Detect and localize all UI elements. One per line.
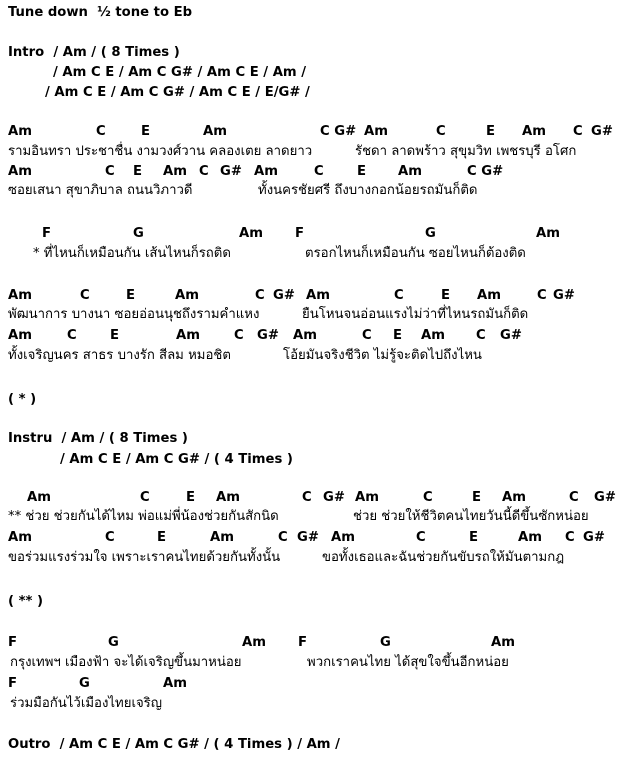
chord: C [362,328,372,343]
chord: Am [331,530,355,545]
lyric-line: ยืนโหนจนอ่อนแรงไม่ว่าที่ไหนรถมันก็ติด [302,307,529,322]
chord: E [441,288,451,303]
chord: Am [8,164,32,179]
chord: C [105,164,115,179]
lyric-line: รัชดา ลาดพร้าว สุขุมวิท เพชรบุรี อโศก [355,144,577,159]
chord: G# [257,328,279,343]
lyric-line: * ที่ไหนก็เหมือนกัน เส้นไหนก็รถติด [33,246,231,261]
lyric-line: พัฒนาการ บางนา ซอยอ่อนนุชถึงรามคำแหง [8,307,260,322]
chord: E [133,164,143,179]
chord: Am [176,328,200,343]
chord: F [42,226,52,241]
chord: C [255,288,265,303]
chord: C [416,530,426,545]
chord: C [302,490,312,505]
chord: Am [216,490,240,505]
lyric-line: ร่วมมือกันไว้เมืองไทยเจริญ [10,696,162,711]
chord: Am [8,530,32,545]
chord: C [573,124,583,139]
chord: Am [522,124,546,139]
chord: Am [163,676,187,691]
chord: Am [8,328,32,343]
chord: Am [210,530,234,545]
chord: E [186,490,196,505]
chord: F [8,676,18,691]
chord: G# [591,124,613,139]
chord: C [565,530,575,545]
chord: C [105,530,115,545]
chord: Am [254,164,278,179]
chord: E [469,530,479,545]
lyric-line: พวกเราคนไทย ได้สุขใจขึ้นอีกหน่อย [307,655,509,670]
chord: E [357,164,367,179]
chord: Am [8,288,32,303]
chord: C [96,124,106,139]
chord: G# [553,288,575,303]
chord: C [537,288,547,303]
instru-progression: / Am C E / Am C G# / ( 4 Times ) [60,452,293,467]
chord: C [476,328,486,343]
chord: E [110,328,120,343]
chord: G [425,226,436,241]
chord: Am [203,124,227,139]
chord: C [569,490,579,505]
chord: G [79,676,90,691]
chord: E [393,328,403,343]
chord: Am [364,124,388,139]
chord: Am [293,328,317,343]
chord: C [278,530,288,545]
chord: G [133,226,144,241]
chord: C [80,288,90,303]
chord: G [380,635,391,650]
chord: F [295,226,305,241]
intro-progression-1: / Am C E / Am C G# / Am C E / Am / [53,65,307,80]
chord: E [472,490,482,505]
intro-title: Intro / Am / ( 8 Times ) [8,45,180,60]
chord: C [436,124,446,139]
repeat-marker: ( * ) [8,392,37,407]
repeat-marker: ( ** ) [8,594,44,609]
intro-progression-2: / Am C E / Am C G# / Am C E / E/G# / [45,85,310,100]
chord: Am [242,635,266,650]
chord: F [298,635,308,650]
chord: C [199,164,209,179]
chord: C [423,490,433,505]
lyric-line: รามอินทรา ประชาชื่น งามวงศ์วาน คลองเตย ลาดยาว [8,144,313,159]
chord: Am [27,490,51,505]
chord: C [140,490,150,505]
chord: G# [594,490,616,505]
chord: G [108,635,119,650]
outro-line: Outro / Am C E / Am C G# / ( 4 Times ) / Am / [8,737,340,752]
lyric-line: ขอร่วมแรงร่วมใจ เพราะเราคนไทยด้วยกันทั้งนั้น [8,550,281,565]
lyric-line: โอ้ยมันจริงชีวิต ไม่รู้จะติดไปถึงไหน [283,348,482,363]
chord: Am [491,635,515,650]
lyric-line: ทั้งนครชัยศรี ถึงบางกอกน้อยรถมันก็ติด [258,183,478,198]
lyric-line: ตรอกไหนก็เหมือนกัน ซอยไหนก็ต้องติด [305,246,526,261]
chord: Am [398,164,422,179]
chord: E [126,288,136,303]
tuning-note: Tune down ½ tone to Eb [8,5,193,20]
lyric-line: ซอยเสนา สุขาภิบาล ถนนวิภาวดี [8,183,193,198]
chord: C [234,328,244,343]
chord: C G# [467,164,504,179]
chord: Am [306,288,330,303]
chord: E [157,530,167,545]
chord: C [394,288,404,303]
chord: Am [355,490,379,505]
lyric-line: ทั้งเจริญนคร สาธร บางรัก สีลม หมอชิต [8,348,231,363]
lyric-line: ** ช่วย ช่วยกันได้ไหม พ่อแม่พี่น้องช่วยกันสักนิด [8,509,279,524]
chord: Am [518,530,542,545]
lyric-line: กรุงเทพฯ เมืองฟ้า จะได้เจริญขึ้นมาหน่อย [10,655,242,670]
chord: Am [536,226,560,241]
chord: E [486,124,496,139]
chord: G# [323,490,345,505]
chord: C G# [320,124,357,139]
chord: Am [477,288,501,303]
chord: G# [273,288,295,303]
instru-title: Instru / Am / ( 8 Times ) [8,431,188,446]
chord: G# [500,328,522,343]
chord: Am [163,164,187,179]
chord: G# [583,530,605,545]
chord: C [314,164,324,179]
chord: Am [175,288,199,303]
chord: G# [297,530,319,545]
chord: Am [502,490,526,505]
chord: E [141,124,151,139]
chord: C [67,328,77,343]
chord: F [8,635,18,650]
lyric-line: ขอทั้งเธอและฉันช่วยกันขับรถให้มันตามกฎ [322,550,565,565]
chord: Am [8,124,32,139]
chord: Am [421,328,445,343]
chord: G# [220,164,242,179]
lyric-line: ช่วย ช่วยให้ชีวิตคนไทยวันนี้ดีขึ้นซักหน่อย [353,509,589,524]
chord: Am [239,226,263,241]
